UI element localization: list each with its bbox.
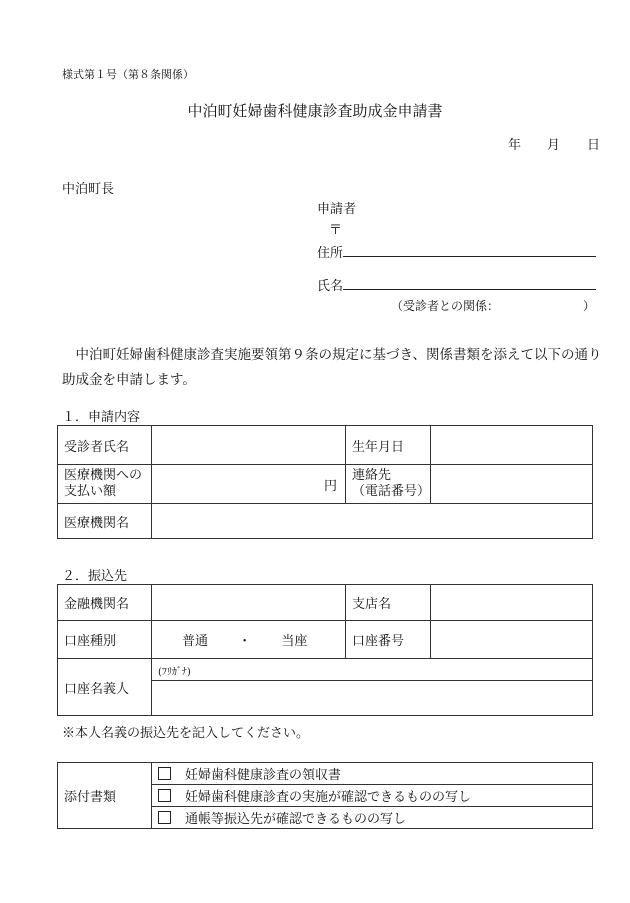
birthdate-label: 生年月日 <box>346 426 431 465</box>
payment-label-line2: 支払い額 <box>64 484 117 499</box>
attachments-label: 添付書類 <box>58 763 152 829</box>
patient-name-label: 受診者氏名 <box>58 426 152 465</box>
account-type-toza[interactable]: 当座 <box>281 634 308 649</box>
holder-kana-field[interactable] <box>152 659 593 681</box>
attachments-table <box>57 762 593 829</box>
section2-heading: ２．振込先 <box>62 569 128 584</box>
applicant-name-field[interactable] <box>343 289 596 290</box>
payment-amount-field[interactable] <box>152 465 346 504</box>
checkbox-icon[interactable] <box>158 789 171 802</box>
contact-label-line2: （電話番号） <box>352 484 431 499</box>
patient-name-field[interactable] <box>152 426 346 465</box>
contact-field[interactable] <box>431 465 593 504</box>
applicant-label: 申請者 <box>317 202 357 217</box>
kana-label: (ﾌﾘｶﾞﾅ) <box>158 667 191 678</box>
branch-field[interactable] <box>431 585 593 621</box>
name-label: 氏名 <box>317 279 344 294</box>
document-title: 中泊町妊婦歯科健康診査助成金申請書 <box>187 102 443 120</box>
institution-field[interactable] <box>152 504 593 539</box>
holder-label: 口座名義人 <box>58 659 152 716</box>
account-type-futsu[interactable]: 普通 <box>182 634 209 649</box>
note-text: ※本人名義の振込先を記入してください。 <box>62 726 310 741</box>
institution-label: 医療機関名 <box>58 504 152 539</box>
relation-label: （受診者との関係： <box>391 299 500 313</box>
attachment-item[interactable] <box>152 785 593 807</box>
contact-label-line1: 連絡先 <box>352 468 392 483</box>
attachment-item[interactable] <box>152 807 593 829</box>
account-type-label: 口座種別 <box>58 621 152 659</box>
account-type-dot: ・ <box>238 634 252 649</box>
payment-label-line1: 医療機関への <box>64 468 143 483</box>
date-month-label: 月 <box>547 138 561 153</box>
account-type-options <box>152 621 346 659</box>
account-number-label: 口座番号 <box>346 621 431 659</box>
section1-heading: １．申請内容 <box>62 410 141 425</box>
account-number-field[interactable] <box>431 621 593 659</box>
checkbox-icon[interactable] <box>158 811 171 824</box>
bank-field[interactable] <box>152 585 346 621</box>
attachment-item-label: 妊婦歯科健康診査の領収書 <box>185 768 342 783</box>
branch-label: 支店名 <box>346 585 431 621</box>
holder-name-field[interactable] <box>152 681 593 716</box>
address-label: 住所 <box>317 246 344 261</box>
yen-unit: 円 <box>323 478 337 494</box>
date-day-label: 日 <box>587 138 601 153</box>
statement-text: 中泊町妊婦歯科健康診査実施要領第９条の規定に基づき、関係書類を添えて以下の通り助成金を申請します。 <box>62 347 602 388</box>
birthdate-field[interactable] <box>431 426 593 465</box>
contact-label <box>346 465 431 504</box>
form-number: 様式第１号（第８条関係） <box>62 68 194 81</box>
payment-label <box>58 465 152 504</box>
addressee: 中泊町長 <box>62 182 115 197</box>
relation-close: ） <box>583 299 596 313</box>
attachment-item-label: 通帳等振込先が確認できるものの写し <box>185 812 407 827</box>
postal-mark: 〒 <box>329 223 343 238</box>
date-year-label: 年 <box>508 138 522 153</box>
application-table <box>57 425 593 539</box>
bank-table <box>57 584 593 716</box>
attachment-item-label: 妊婦歯科健康診査の実施が確認できるものの写し <box>185 790 472 805</box>
address-field[interactable] <box>343 256 596 257</box>
attachment-item[interactable] <box>152 763 593 785</box>
checkbox-icon[interactable] <box>158 767 171 780</box>
bank-label: 金融機関名 <box>58 585 152 621</box>
